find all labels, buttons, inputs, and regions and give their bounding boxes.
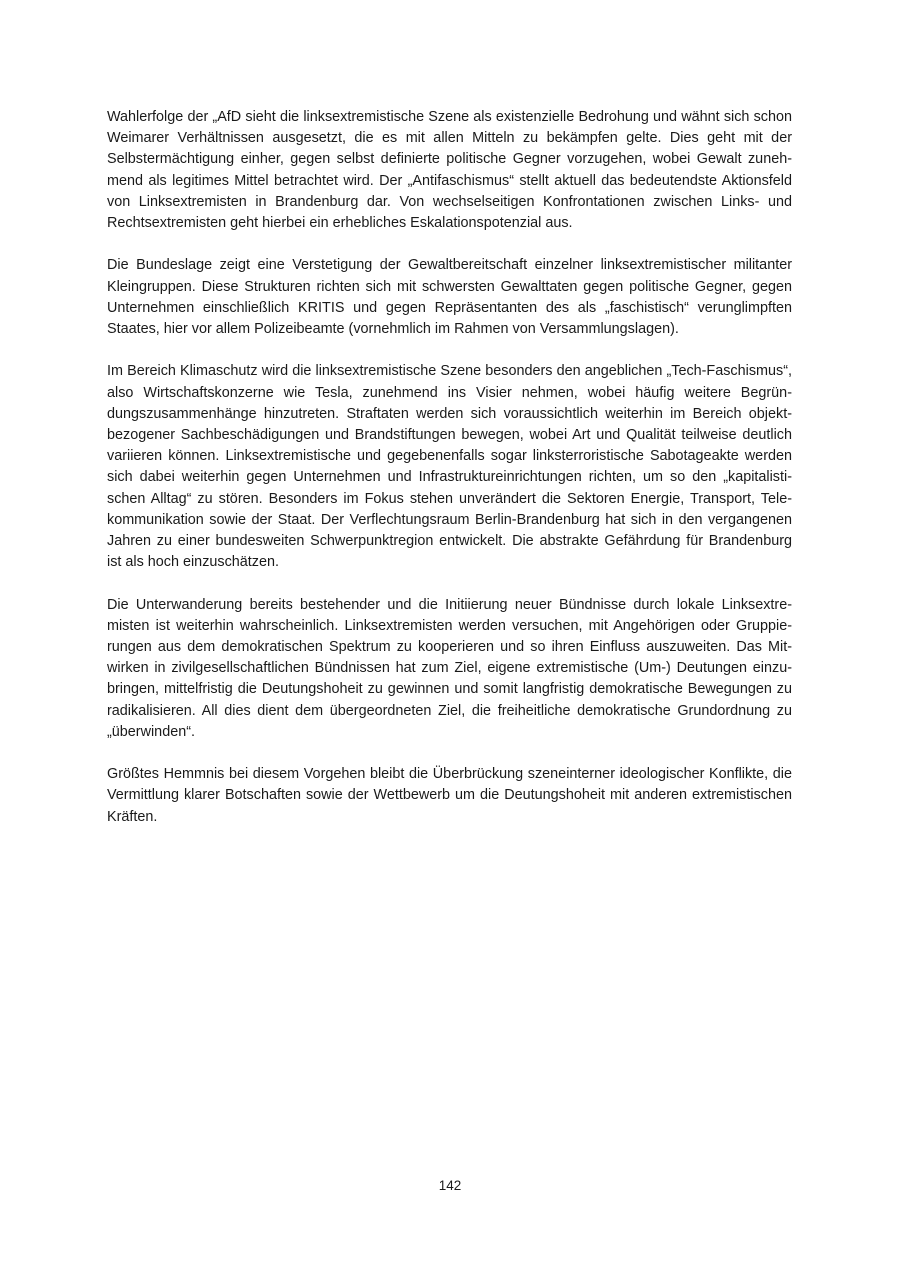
paragraph-afd-wahlerfolge: Wahlerfolge der „AfD sieht die linksextremistische Szene als existenzielle Bedrohung und wähnt sich schon Weimarer Verhältnissen ausgesetzt, die es mit allen Mitteln zu bekämpfen gelte. Dies geht mit der Selbstermächtigung einher, gegen selbst definierte politische Gegner vorzugehen, wobei Gewalt zunehmend als legitimes Mittel betrachtet wird. Der „Antifaschismus“ stellt aktuell das bedeutendste Aktionsfeld von Linksextremisten in Brandenburg dar. Von wechselseitigen Konfrontationen zwischen Links- und Rechtsextremisten geht hierbei ein erhebliches Eskalationspotenzial aus. xyxy=(107,109,792,232)
paragraph-hemmnis: Größtes Hemmnis bei diesem Vorgehen bleibt die Überbrückung szeneinterner ideologischer Konflikte, die Vermittlung klarer Botschaften sowie der Wettbewerb um die Deutungshoheit mit anderen extremistischen Kräften. xyxy=(107,766,792,825)
page-number: 142 xyxy=(438,1178,462,1193)
paragraph-klimaschutz: Im Bereich Klimaschutz wird die linksextremistische Szene besonders den angeblichen „Tech-Faschismus“, also Wirtschaftskonzerne wie Tesla, zunehmend ins Visier nehmen, wobei häufig weitere Begründungszusammenhänge hinzutreten. Straftaten werden sich voraussichtlich weiterhin im Bereich objektbezogener Sachbeschädigungen und Brandstiftungen bewegen, wobei Art und Qualität teilweise deutlich variieren können. Linksextremistische und gegebenenfalls sogar linksterroristische Sabotageakte werden sich dabei weiterhin gegen Unternehmen und Infrastruktureinrichtungen richten, um so den „kapitalistischen Alltag“ zu stören. Besonders im Fokus stehen unverändert die Sektoren Energie, Transport, Telekommunikation sowie der Staat. Der Verflechtungsraum Berlin-Brandenburg hat sich in den vergangenen Jahren zu einer bundesweiten Schwerpunktregion entwickelt. Die abstrakte Gefährdung für Brandenburg ist als hoch einzuschätzen. xyxy=(107,363,792,571)
paragraph-unterwanderung: Die Unterwanderung bereits bestehender und die Initiierung neuer Bündnisse durch lokale Linksextremisten ist weiterhin wahrscheinlich. Linksextremisten werden versuchen, mit Angehörigen oder Gruppierungen aus dem demokratischen Spektrum zu kooperieren und so ihren Einfluss auszuweiten. Das Mitwirken in zivilgesellschaftlichen Bündnissen hat zum Ziel, eigene extremistische (Um-) Deutungen einzubringen, mittelfristig die Deutungshoheit zu gewinnen und somit langfristig demokratische Bewegungen zu radikalisieren. All dies dient dem übergeordneten Ziel, die freiheitliche demokratische Grundordnung zu „überwinden“. xyxy=(107,596,792,740)
paragraph-bundeslage: Die Bundeslage zeigt eine Verstetigung der Gewaltbereitschaft einzelner linksextremistischer militanter Kleingruppen. Diese Strukturen richten sich mit schwersten Gewalttaten gegen politische Gegner, gegen Unternehmen einschließlich KRITIS und gegen Repräsentanten des als „faschistisch“ verunglimpften Staates, hier vor allem Polizeibeamte (vornehmlich im Rahmen von Versammlungslagen). xyxy=(107,257,792,338)
body-text xyxy=(107,107,792,849)
